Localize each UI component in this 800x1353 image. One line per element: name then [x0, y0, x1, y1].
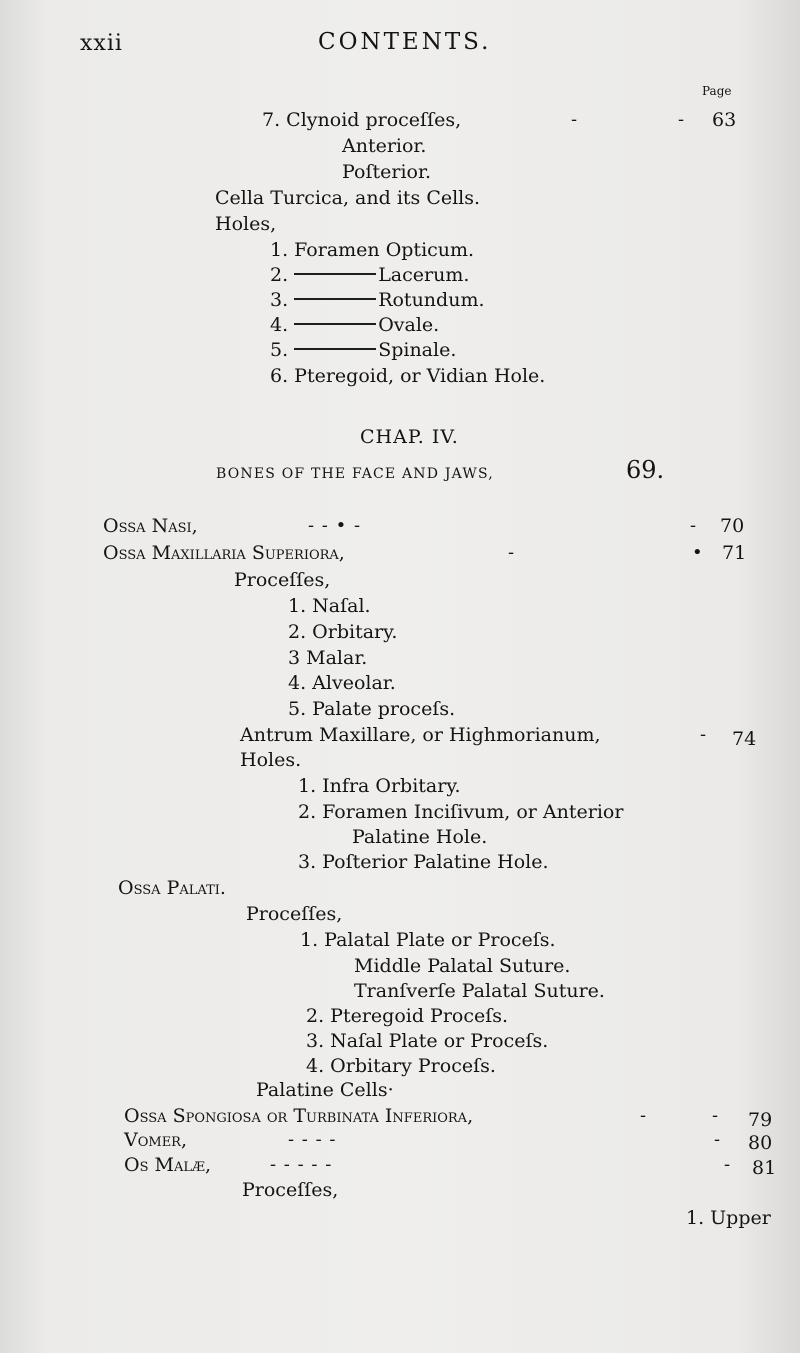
entry-line: 3 Malar.: [288, 647, 368, 669]
entry-line: 3. Poſterior Palatine Hole.: [298, 851, 549, 873]
entry-vomer: Vomer,: [124, 1129, 188, 1151]
leader-dot: -: [678, 109, 686, 130]
page-ref: 70: [720, 515, 745, 537]
leader-dot: -: [508, 542, 516, 563]
page-ref: 80: [748, 1132, 773, 1154]
item-number: 5.: [270, 339, 289, 361]
ditto-rule: [294, 298, 376, 300]
entry-line: Tranſverſe Palatal Suture.: [354, 980, 605, 1002]
item-text: Spinale.: [378, 339, 457, 361]
entry-line: 2. Foramen Inciſivum, or Anterior: [298, 801, 624, 823]
page-ref: 74: [732, 728, 757, 750]
entry-line: Proceſſes,: [234, 569, 331, 591]
entry-line: [270, 338, 456, 362]
leader-dot: -: [640, 1105, 648, 1126]
entry-line: 2. Pteregoid Proceſs.: [306, 1005, 509, 1027]
entry-ossa-nasi: Ossa Nasi,: [103, 515, 198, 537]
section-heading: BONES OF THE FACE AND JAWS,: [216, 466, 494, 482]
entry-line: [270, 313, 439, 337]
entry-line: Proceſſes,: [246, 903, 343, 925]
entry-line: Holes.: [240, 749, 302, 771]
entry-antrum: Antrum Maxillare, or Highmorianum,: [240, 724, 601, 746]
entry-line: 4. Alveolar.: [288, 672, 396, 694]
entry-line: Anterior.: [342, 135, 427, 157]
entry-clynoid: 7. Clynoid proceſſes,: [262, 109, 462, 131]
page-ref: 71: [722, 542, 747, 564]
leader-dots: - - • -: [308, 515, 362, 536]
item-number: 3.: [270, 289, 289, 311]
entry-line: Cella Turcica, and its Cells.: [215, 187, 481, 209]
leader-dot: •: [692, 542, 704, 563]
item-text: Ovale.: [378, 314, 440, 336]
page-ref: 63: [712, 109, 737, 131]
entry-ossa-maxillaria: Ossa Maxillaria Superiora,: [103, 542, 345, 564]
leader-dot: -: [690, 515, 698, 536]
leader-dot: -: [724, 1154, 732, 1175]
entry-line: 1. Naſal.: [288, 595, 371, 617]
chapter-heading: CHAP. IV.: [360, 426, 459, 448]
ditto-rule: [294, 348, 376, 350]
entry-ossa-palati: Ossa Palati.: [118, 877, 226, 899]
entry-line: Middle Palatal Suture.: [354, 955, 571, 977]
page-ref: 79: [748, 1109, 773, 1131]
page-title: CONTENTS.: [318, 29, 492, 55]
entry-ossa-spongiosa: Ossa Spongiosa or Turbinata Inferiora,: [124, 1105, 474, 1127]
entry-line: Palatine Cells·: [256, 1079, 394, 1101]
leader-dots: - - - - -: [270, 1154, 333, 1175]
entry-line: Poſterior.: [342, 161, 431, 183]
leader-dots: - - - -: [288, 1129, 337, 1150]
entry-line: 6. Pteregoid, or Vidian Hole.: [270, 365, 546, 387]
item-text: Rotundum.: [378, 289, 485, 311]
entry-line: [270, 288, 485, 312]
page-number: xxii: [80, 31, 123, 56]
ditto-rule: [294, 273, 376, 275]
item-number: 4.: [270, 314, 289, 336]
entry-line: 4. Orbitary Proceſs.: [306, 1055, 496, 1077]
entry-line: 1. Palatal Plate or Proceſs.: [300, 929, 556, 951]
entry-line: Proceſſes,: [242, 1179, 339, 1201]
entry-line: 2. Orbitary.: [288, 621, 398, 643]
page-ref: 81: [752, 1157, 777, 1179]
leader-dot: -: [714, 1129, 722, 1150]
item-text: Lacerum.: [378, 264, 470, 286]
entry-line: 1. Foramen Opticum.: [270, 239, 475, 261]
entry-line: 3. Naſal Plate or Proceſs.: [306, 1030, 549, 1052]
catchword: 1. Upper: [686, 1207, 771, 1229]
leader-dot: -: [712, 1105, 720, 1126]
page-column-label: Page: [702, 84, 732, 98]
item-number: 2.: [270, 264, 289, 286]
leader-dot: -: [700, 724, 708, 745]
entry-line: 5. Palate proceſs.: [288, 698, 456, 720]
entry-line: [270, 263, 469, 287]
entry-line: 1. Infra Orbitary.: [298, 775, 461, 797]
entry-line: Holes,: [215, 213, 277, 235]
leader-dot: -: [571, 109, 579, 130]
ditto-rule: [294, 323, 376, 325]
entry-line: Palatine Hole.: [352, 826, 488, 848]
entry-os-malae: Os Malæ,: [124, 1154, 212, 1176]
section-page-ref: 69.: [626, 456, 665, 484]
